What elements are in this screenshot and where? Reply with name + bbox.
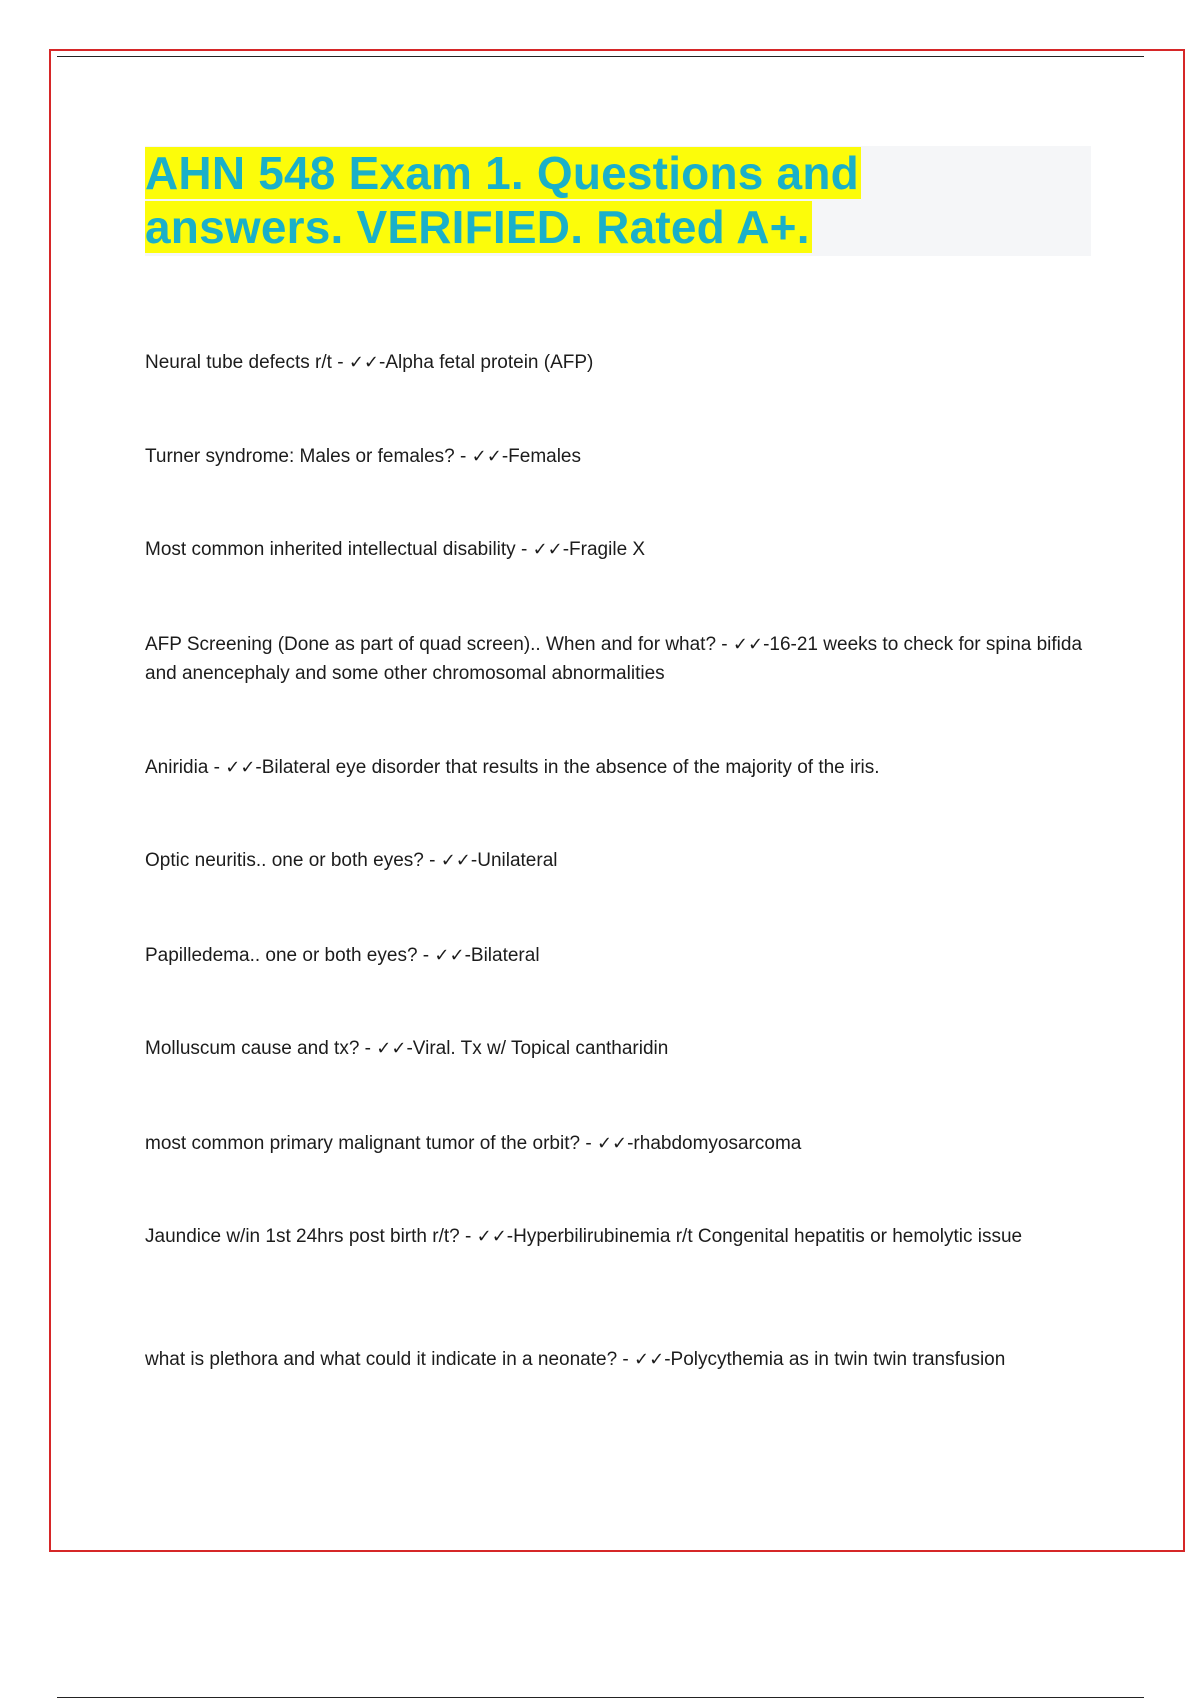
qa-item	[145, 630, 1090, 688]
check-mark-icon: ✓✓	[476, 1226, 507, 1247]
qa-item	[145, 753, 1090, 782]
check-mark-icon: ✓✓	[225, 757, 256, 778]
qa-item	[145, 1345, 1090, 1374]
qa-item	[145, 1222, 1090, 1251]
answer-text: -Females	[501, 446, 581, 467]
qa-item	[145, 535, 1090, 564]
answer-text: -Polycythemia as in twin twin transfusion	[664, 1349, 1006, 1370]
qa-item	[145, 846, 1090, 875]
qa-item	[145, 348, 1090, 377]
answer-text: -Bilateral eye disorder that results in the absence of the majority of the iris.	[255, 757, 880, 778]
bottom-divider	[57, 1697, 1144, 1698]
qa-item	[145, 1129, 1090, 1158]
check-mark-icon: ✓✓	[596, 1133, 628, 1154]
answer-text: -Unilateral	[470, 850, 558, 871]
check-mark-icon: ✓✓	[471, 446, 502, 467]
check-mark-icon: ✓✓	[532, 539, 563, 560]
answer-text: -Viral. Tx w/ Topical cantharidin	[406, 1038, 669, 1059]
question-text: Jaundice w/in 1st 24hrs post birth r/t? -	[145, 1226, 477, 1247]
qa-item	[145, 442, 1090, 471]
question-text: what is plethora and what could it indicate in a neonate? -	[145, 1349, 635, 1370]
title-line-1: AHN 548 Exam 1. Questions and	[145, 147, 859, 199]
question-text: Most common inherited intellectual disability -	[145, 539, 533, 560]
check-mark-icon: ✓✓	[376, 1038, 407, 1059]
question-text: Molluscum cause and tx? -	[145, 1038, 377, 1059]
title-block	[145, 146, 1091, 256]
title-line-2: answers. VERIFIED. Rated A+.	[145, 201, 810, 253]
check-mark-icon: ✓✓	[634, 1349, 665, 1370]
question-text: AFP Screening (Done as part of quad screen).. When and for what? -	[145, 634, 733, 655]
answer-text: -Fragile X	[562, 539, 646, 560]
document-title	[145, 146, 1091, 254]
qa-item	[145, 941, 1090, 970]
answer-text: -Alpha fetal protein (AFP)	[379, 352, 594, 373]
question-text: Neural tube defects r/t -	[145, 352, 349, 373]
question-text: Papilledema.. one or both eyes? -	[145, 945, 435, 966]
check-mark-icon: ✓✓	[348, 352, 379, 373]
check-mark-icon: ✓✓	[434, 945, 465, 966]
question-text: Aniridia -	[145, 757, 226, 778]
answer-text: -16-21 weeks to check for spina bifida and anencephaly and some other chromosomal abnormalities	[145, 634, 1083, 684]
qa-item	[145, 1034, 1090, 1063]
question-text: Turner syndrome: Males or females? -	[145, 446, 472, 467]
answer-text: -Bilateral	[464, 945, 540, 966]
page-frame	[49, 49, 1185, 1552]
answer-text: -Hyperbilirubinemia r/t Congenital hepatitis or hemolytic issue	[506, 1226, 1023, 1247]
check-mark-icon: ✓✓	[440, 850, 471, 871]
question-text: most common primary malignant tumor of the orbit? -	[145, 1133, 597, 1154]
question-text: Optic neuritis.. one or both eyes? -	[145, 850, 441, 871]
check-mark-icon: ✓✓	[732, 634, 764, 655]
answer-text: -rhabdomyosarcoma	[627, 1133, 802, 1154]
